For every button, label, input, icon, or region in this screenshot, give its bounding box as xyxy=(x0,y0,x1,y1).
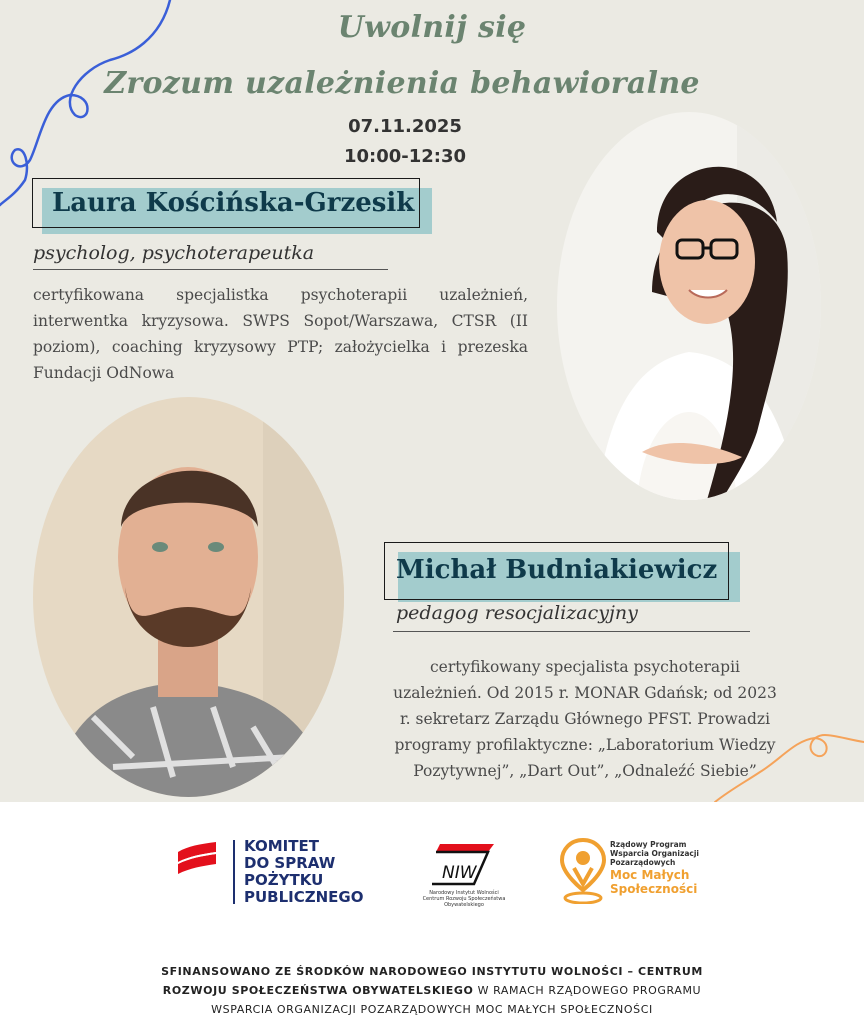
kpp-divider xyxy=(233,840,235,904)
mms-big-line1: Moc Małych xyxy=(610,868,690,882)
event-date: 07.11.2025 xyxy=(348,116,462,137)
speaker2-photo xyxy=(33,397,344,797)
mms-small-line2: Wsparcia Organizacji xyxy=(610,849,699,858)
niw-logo-icon xyxy=(428,840,498,888)
mms-pin-icon xyxy=(560,838,606,904)
event-time: 10:00-12:30 xyxy=(343,146,467,167)
funding-footer xyxy=(0,962,864,1019)
speaker1-photo xyxy=(557,112,821,500)
mms-big-line2: Społeczności xyxy=(610,882,698,896)
kpp-line4: PUBLICZNEGO xyxy=(244,888,364,906)
speaker1-name: Laura Kościńska-Grzesik xyxy=(52,188,415,218)
niw-mark: NIW xyxy=(442,863,477,883)
speaker2-role: pedagog resocjalizacyjny xyxy=(396,602,638,624)
niw-caption-line2: Centrum Rozwoju Społeczeństwa Obywatelskiego xyxy=(422,896,506,908)
speaker1-bio: certyfikowana specjalistka psychoterapii uzależnień, interwentka kryzysowa. SWPS Sopot/Warszawa, CTSR (II poziom), coaching kryzysowy PTP; założycielka i prezeska Fundacji OdNowa xyxy=(33,286,528,382)
mms-program-text xyxy=(610,840,699,867)
speaker2-bio: certyfikowany specjalista psychoterapii uzależnień. Od 2015 r. MONAR Gdańsk; od 2023 r. sekretarz Zarządu Głównego PFST. Prowadzi programy profilaktyczne: „Laboratorium Wiedzy Pozytywnej”, „Dart Out”, „Odnaleźć Siebie” xyxy=(393,658,777,780)
kpp-line1: KOMITET xyxy=(244,837,319,855)
footer-line2-bold: ROZWOJU SPOŁECZEŃSTWA OBYWATELSKIEGO xyxy=(162,984,474,997)
event-title-line1: Uwolnij się xyxy=(337,10,527,45)
speaker2-name: Michał Budniakiewicz xyxy=(396,555,718,585)
mms-small-line1: Rządowy Program xyxy=(610,840,687,849)
speaker1-divider xyxy=(33,269,388,270)
footer-line3: WSPARCIA ORGANIZACJI POZARZĄDOWYCH MOC MAŁYCH SPOŁECZNOŚCI xyxy=(211,1003,653,1016)
niw-caption-line1: Narodowy Instytut Wolności xyxy=(429,890,499,896)
niw-caption xyxy=(414,890,514,908)
mms-name-text xyxy=(610,868,697,896)
kpp-line3: POŻYTKU xyxy=(244,871,324,889)
speaker1-role: psycholog, psychoterapeutka xyxy=(33,242,315,264)
speaker2-divider xyxy=(393,631,750,632)
footer-line1: SFINANSOWANO ZE ŚRODKÓW NARODOWEGO INSTYTUTU WOLNOŚCI – CENTRUM xyxy=(161,965,703,978)
mms-small-line3: Pozarządowych xyxy=(610,858,676,867)
kpp-flag-icon xyxy=(176,838,220,878)
event-title-line2: Zrozum uzależnienia behawioralne xyxy=(104,66,700,101)
footer-line2-rest: W RAMACH RZĄDOWEGO PROGRAMU xyxy=(473,984,702,997)
kpp-logo-text xyxy=(244,838,364,906)
kpp-line2: DO SPRAW xyxy=(244,854,336,872)
